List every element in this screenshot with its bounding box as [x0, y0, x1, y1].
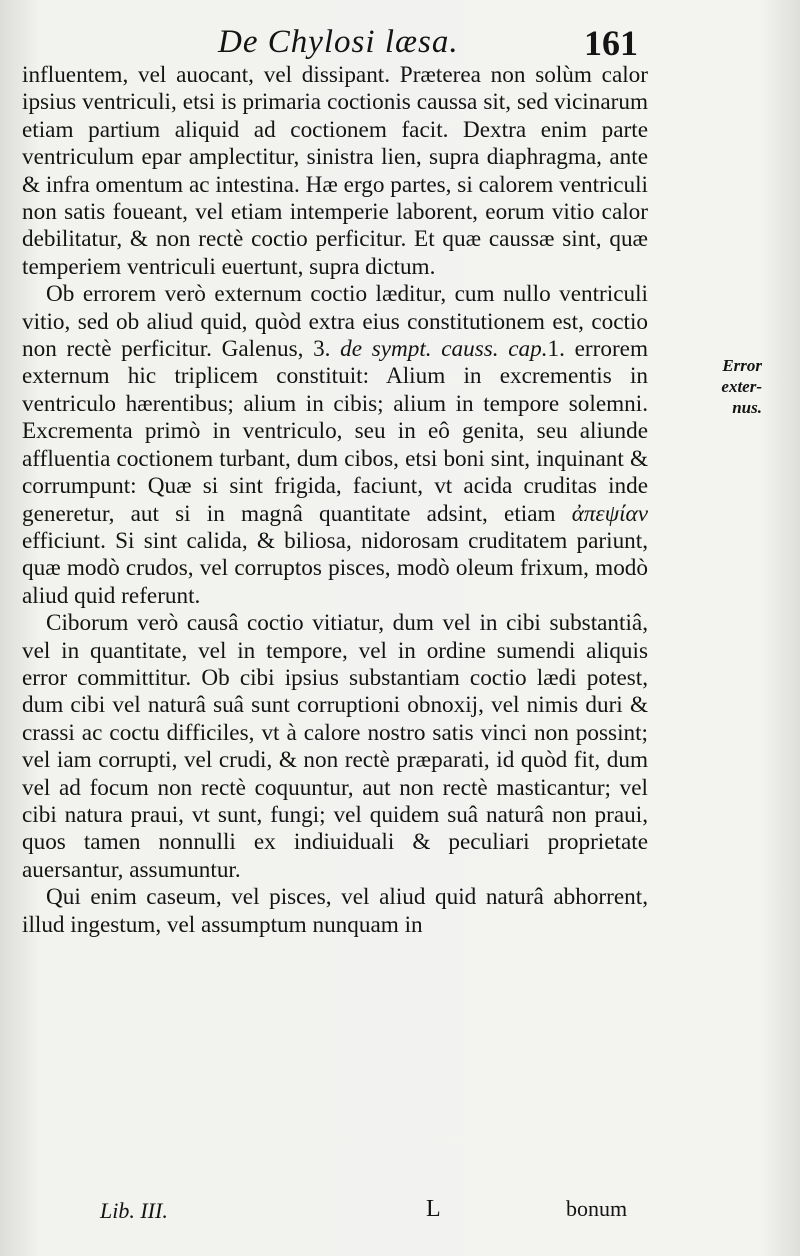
body-text [22, 62, 648, 939]
paragraph-2 [22, 281, 648, 610]
paragraph-2-part-b: 1. errorem externum hic triplicem constituit: Alium in excrementis in ventriculo hærentibus; alium in cibis; alium in tempore solemni. Excrementa primò in ventriculo, seu in eô genita, seu aliunde affluentia coctionem turbant, dum cibos, etsi boni sint, inquinant & corrumpunt: Quæ si sint frigida, faciunt, vt acida cruditas inde generetur, aut si in magnâ quantitate adsint, etiam [22, 336, 648, 527]
gathering-letter: L [426, 1196, 441, 1222]
citation: de sympt. causs. cap. [340, 336, 548, 363]
margin-note [652, 355, 762, 418]
paragraph-3: Ciborum verò causâ coctio vitiatur, dum vel in cibi substantiâ, vel in quantitate, vel in tempore, vel in ordine sumendi aliquis error committitur. Ob cibi ipsius substantiam coctio lædi potest, dum cibi vel naturâ suâ sunt corruptioni obnoxij, vel nimis duri & crassi ac coctu difficiles, vt à calore nostro satis vinci non possint; vel iam corrupti, vel crudi, & non rectè præparati, id quòd fit, dum vel ad focum non rectè coquuntur, aut non rectè masticantur; vel cibi natura praui, vt sunt, fungi; vel quidem suâ naturâ non praui, quos tamen nonnulli ex indiuiduali & peculiari proprietate auersantur, assumuntur. [22, 610, 648, 883]
paragraph-4: Qui enim caseum, vel pisces, vel aliud quid naturâ abhorrent, illud ingestum, vel assumptum nunquam in [22, 884, 648, 938]
paragraph-2-part-c: efficiunt. Si sint calida, & biliosa, nidorosam cruditatem pariunt, quæ modò crudos, vel corruptos pisces, modò oleum frixum, modò aliud quid referunt. [22, 527, 648, 609]
greek-word: ἀπεψίαν [571, 500, 648, 527]
paragraph-1: influentem, vel auocant, vel dissipant. Præterea non solùm calor ipsius ventriculi, etsi is primaria coctionis caussa sit, sed vicinarum etiam partium aliquid ad coctionem facit. Dextra enim parte ventriculum epar amplectitur, sinistra lien, supra diaphragma, ante & infra omentum ac intestina. Hæ ergo partes, si calorem ventriculi non satis foueant, vel etiam intemperie laborent, eorum vitio calor debilitatur, & non rectè coctio perficitur. Et quæ caussæ sint, quæ temperiem ventriculi euertunt, supra dictum. [22, 62, 648, 280]
margin-note-line: Error [722, 356, 762, 375]
paragraph-2-part-a: Ob errorem verò externum coctio læditur, cum nullo ventriculi vitio, sed ob aliud quid, quòd extra eius constitutionem est, coctio non rectè perficitur. Galenus, 3. [22, 281, 648, 363]
signature-mark: Lib. III. [100, 1198, 168, 1223]
margin-note-line: exter- [721, 377, 762, 396]
catchword: bonum [566, 1196, 628, 1221]
margin-note-line: nus. [732, 398, 762, 417]
running-title: De Chylosi læsa. [218, 24, 459, 60]
page-footer [0, 1192, 800, 1232]
page-number: 161 [584, 23, 638, 63]
